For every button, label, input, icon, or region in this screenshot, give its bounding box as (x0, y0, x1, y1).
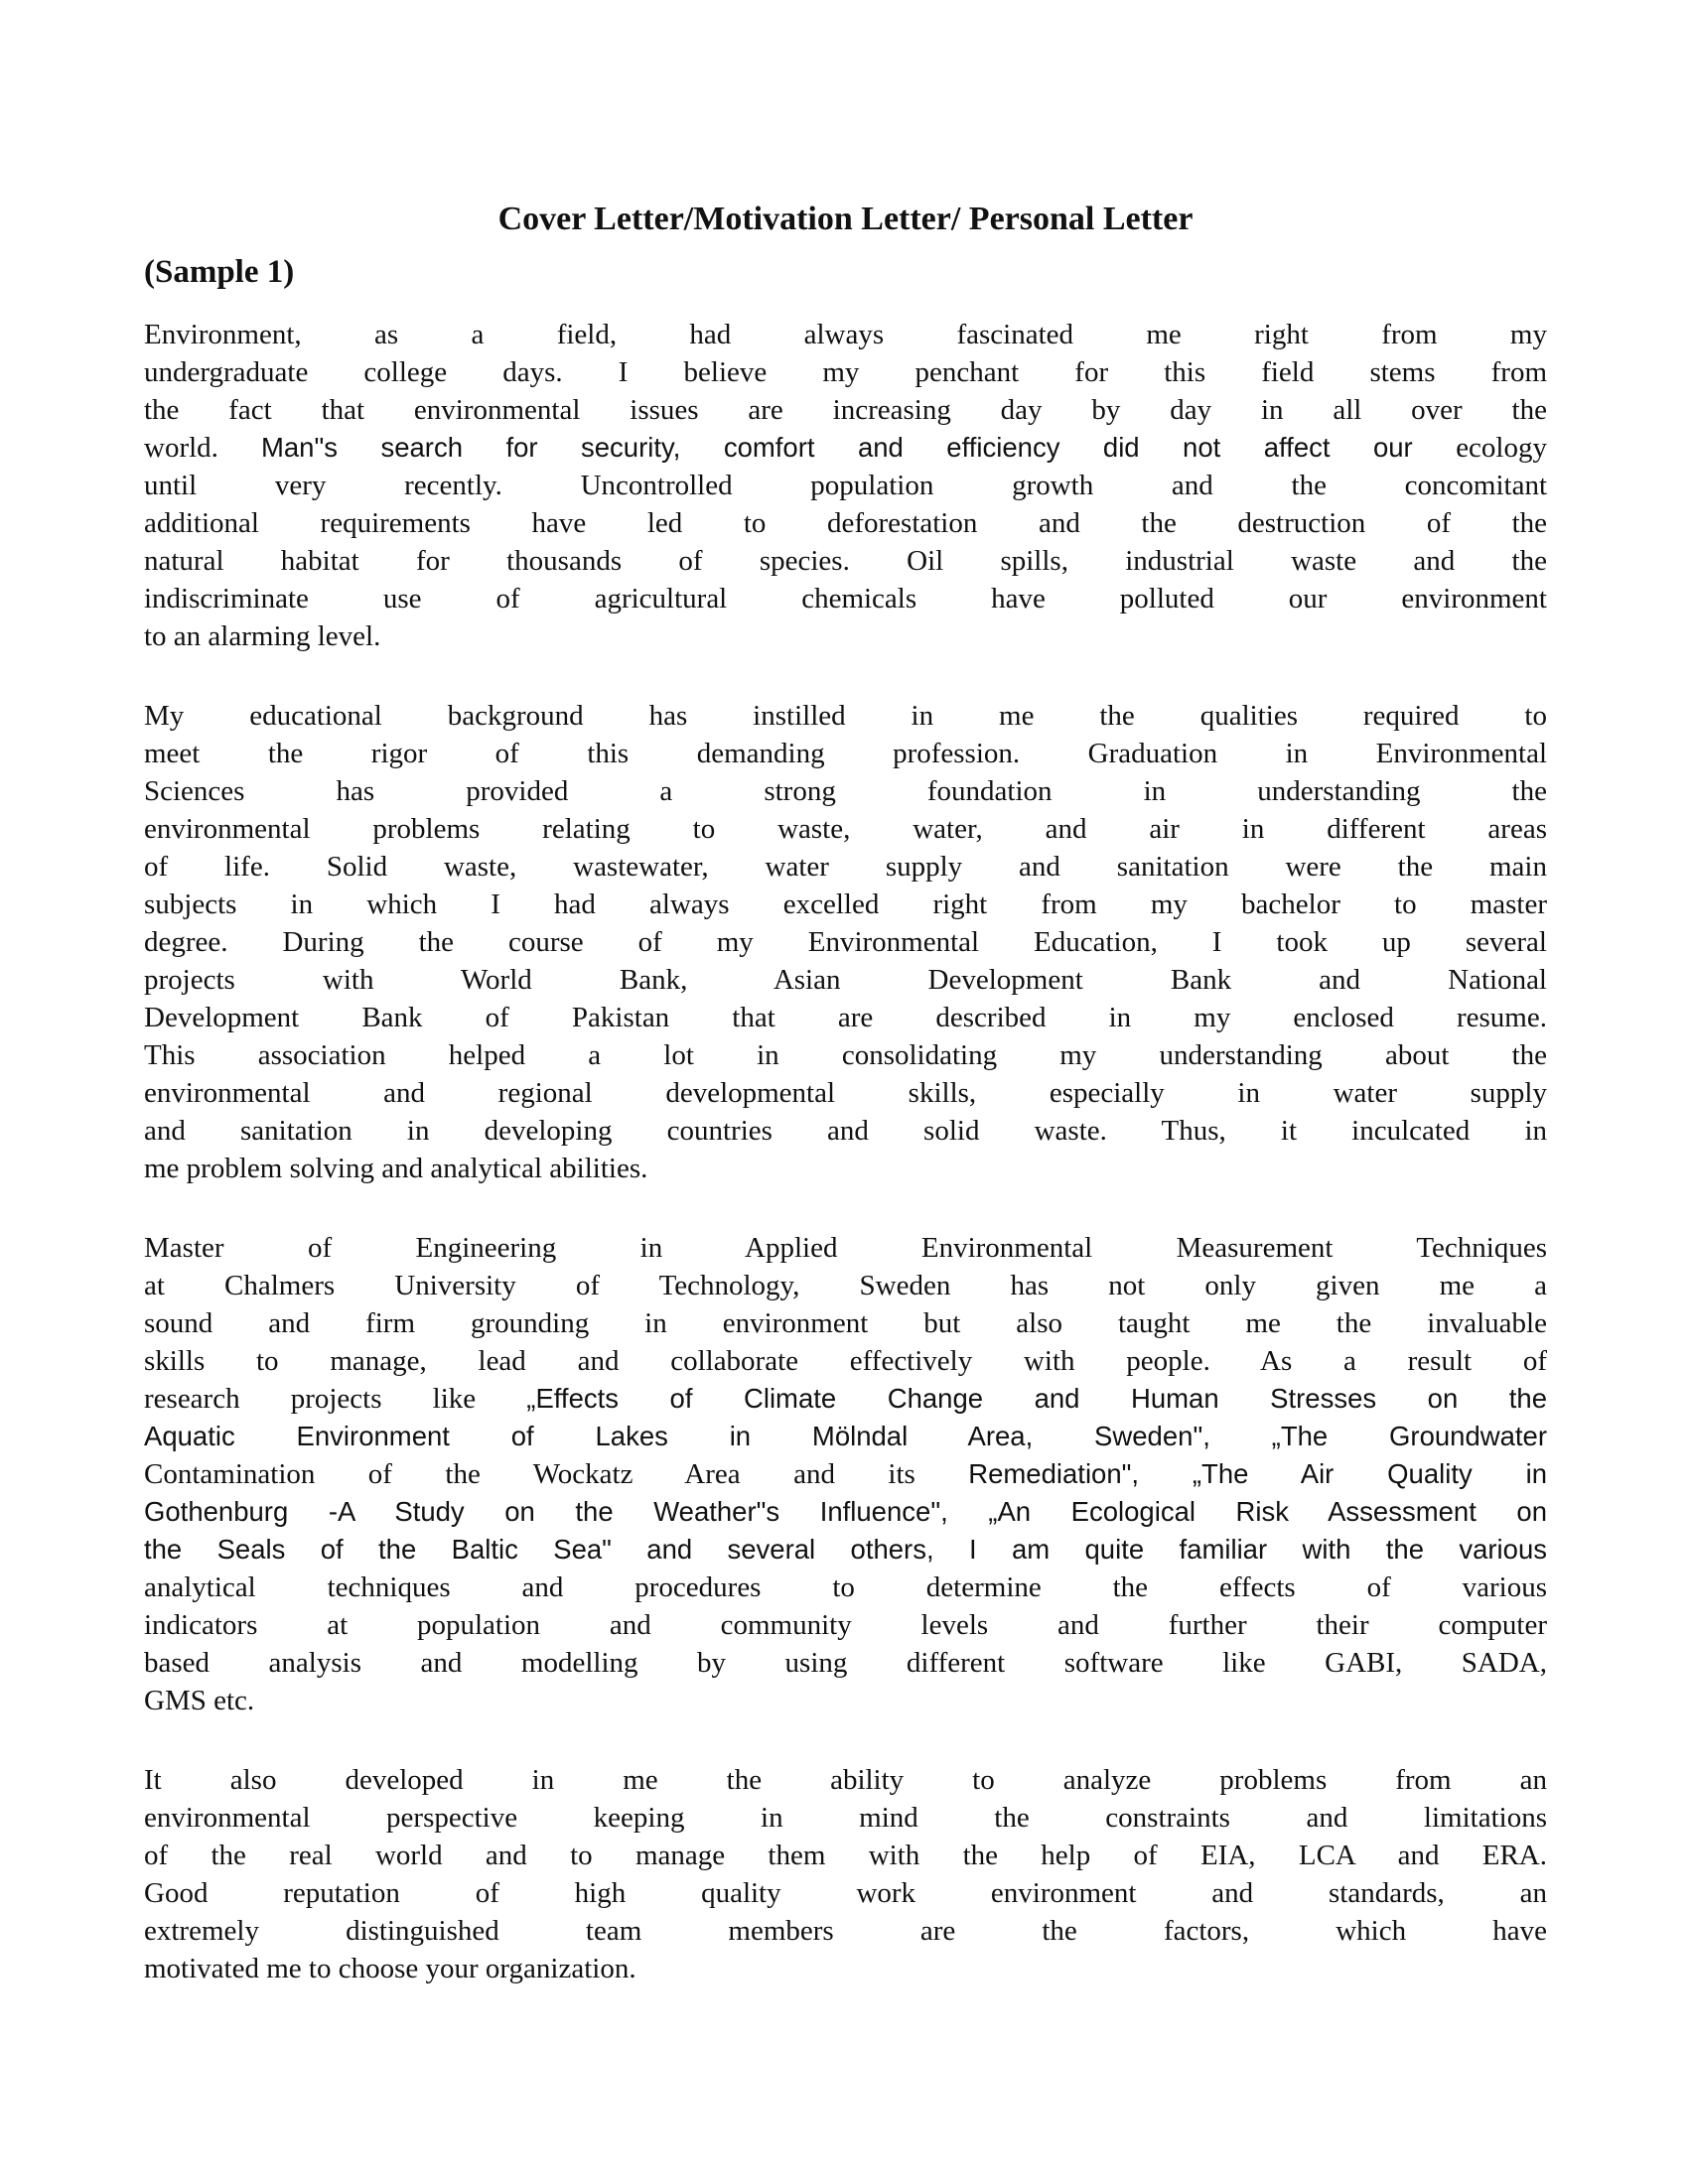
text-segment: environmental problems relating to waste, water, and air in different areas (144, 813, 1547, 845)
text-line (144, 1569, 1547, 1606)
text-segment: „Effects of Climate Change and Human Stresses on the (526, 1383, 1547, 1414)
text-segment: based analysis and modelling by using different software like GABI, SADA, (144, 1647, 1547, 1679)
text-line (144, 1074, 1547, 1112)
text-line (144, 886, 1547, 923)
text-segment: world. (144, 432, 261, 464)
text-line (144, 1229, 1547, 1267)
text-segment: This association helped a lot in consolidating my understanding about the (144, 1039, 1547, 1071)
text-segment: subjects in which I had always excelled right from my bachelor to master (144, 888, 1547, 920)
text-segment: It also developed in me the ability to analyze problems from an (144, 1764, 1547, 1796)
text-segment: Contamination of the Wockatz Area and its (144, 1458, 969, 1490)
text-segment: Aquatic Environment of Lakes in Mölndal Area, Sweden", „The Groundwater (144, 1421, 1547, 1451)
text-segment: degree. During the course of my Environmental Education, I took up several (144, 926, 1547, 958)
text-segment: research projects like (144, 1383, 527, 1415)
text-line (144, 353, 1547, 391)
text-line (144, 617, 1547, 655)
text-segment: Master of Engineering in Applied Environmental Measurement Techniques (144, 1232, 1547, 1264)
text-segment: me problem solving and analytical abilities. (144, 1153, 648, 1184)
text-line (144, 961, 1547, 999)
text-line (144, 1606, 1547, 1644)
text-line (144, 697, 1547, 735)
text-line (144, 848, 1547, 886)
text-segment: to an alarming level. (144, 620, 381, 652)
text-segment: of the real world and to manage them with the help of EIA, LCA and ERA. (144, 1840, 1547, 1871)
text-line (144, 923, 1547, 961)
paragraph (144, 697, 1547, 1187)
text-segment: Sciences has provided a strong foundation in understanding the (144, 775, 1547, 807)
paragraph (144, 316, 1547, 655)
text-segment: My educational background has instilled in me the qualities required to (144, 700, 1547, 732)
text-segment: motivated me to choose your organization. (144, 1953, 636, 1984)
text-segment: and sanitation in developing countries and solid waste. Thus, it inculcated in (144, 1115, 1547, 1147)
text-line (144, 999, 1547, 1036)
text-segment: ecology (1456, 432, 1547, 464)
text-line (144, 1036, 1547, 1074)
text-line (144, 1380, 1547, 1418)
text-line (144, 391, 1547, 429)
text-segment: Remediation", „The Air Quality in (968, 1458, 1547, 1489)
text-line (144, 504, 1547, 542)
text-line (144, 1531, 1547, 1569)
text-line (144, 772, 1547, 810)
text-line (144, 1837, 1547, 1874)
text-line (144, 1304, 1547, 1342)
sample-heading: (Sample 1) (144, 254, 295, 290)
text-line (144, 1912, 1547, 1950)
text-segment: projects with World Bank, Asian Development Bank and National (144, 964, 1547, 996)
text-segment: Gothenburg -A Study on the Weather"s Influence", „An Ecological Risk Assessment on (144, 1496, 1547, 1527)
text-segment: at Chalmers University of Technology, Sweden has not only given me a (144, 1270, 1547, 1301)
text-line (144, 1455, 1547, 1493)
text-segment: GMS etc. (144, 1685, 255, 1716)
text-line (144, 1493, 1547, 1531)
text-line (144, 1112, 1547, 1150)
text-line (144, 542, 1547, 580)
text-segment: of life. Solid waste, wastewater, water supply and sanitation were the main (144, 851, 1547, 883)
text-segment: indiscriminate use of agricultural chemicals have polluted our environment (144, 583, 1547, 614)
text-line (144, 1267, 1547, 1304)
text-segment: until very recently. Uncontrolled population growth and the concomitant (144, 470, 1547, 501)
text-segment: Development Bank of Pakistan that are described in my enclosed resume. (144, 1002, 1547, 1033)
text-line (144, 580, 1547, 617)
text-segment: the Seals of the Baltic Sea" and several others, I am quite familiar with the various (144, 1534, 1547, 1565)
text-line (144, 1418, 1547, 1455)
text-line (144, 735, 1547, 772)
text-line (144, 429, 1547, 467)
text-line (144, 810, 1547, 848)
text-segment: skills to manage, lead and collaborate effectively with people. As a result of (144, 1345, 1547, 1377)
text-segment: the fact that environmental issues are increasing day by day in all over the (144, 394, 1547, 426)
text-segment: analytical techniques and procedures to determine the effects of various (144, 1571, 1547, 1603)
paragraph (144, 1761, 1547, 1987)
text-line (144, 1799, 1547, 1837)
text-segment: extremely distinguished team members are the factors, which have (144, 1915, 1547, 1947)
text-segment: Environment, as a field, had always fascinated me right from my (144, 319, 1547, 350)
text-segment: environmental perspective keeping in mind the constraints and limitations (144, 1802, 1547, 1834)
text-segment: sound and firm grounding in environment but also taught me the invaluable (144, 1307, 1547, 1339)
text-line (144, 1682, 1547, 1719)
text-line (144, 1761, 1547, 1799)
text-segment: Good reputation of high quality work environment and standards, an (144, 1877, 1547, 1909)
text-segment: environmental and regional developmental skills, especially in water supply (144, 1077, 1547, 1109)
text-line (144, 1874, 1547, 1912)
text-segment: natural habitat for thousands of species. Oil spills, industrial waste and the (144, 545, 1547, 577)
text-line (144, 1342, 1547, 1380)
paragraph (144, 1229, 1547, 1719)
text-line (144, 1644, 1547, 1682)
text-line (144, 467, 1547, 504)
text-segment: indicators at population and community levels and further their computer (144, 1609, 1547, 1641)
text-line (144, 1150, 1547, 1187)
text-segment: undergraduate college days. I believe my penchant for this field stems from (144, 356, 1547, 388)
document-title: Cover Letter/Motivation Letter/ Personal Letter (497, 201, 1194, 237)
text-segment: additional requirements have led to deforestation and the destruction of the (144, 507, 1547, 539)
text-segment: meet the rigor of this demanding profession. Graduation in Environmental (144, 738, 1547, 769)
text-segment: Man"s search for security, comfort and efficiency did not affect our (260, 432, 1457, 463)
document-body (144, 316, 1547, 1987)
text-line (144, 1950, 1547, 1987)
text-line (144, 316, 1547, 353)
